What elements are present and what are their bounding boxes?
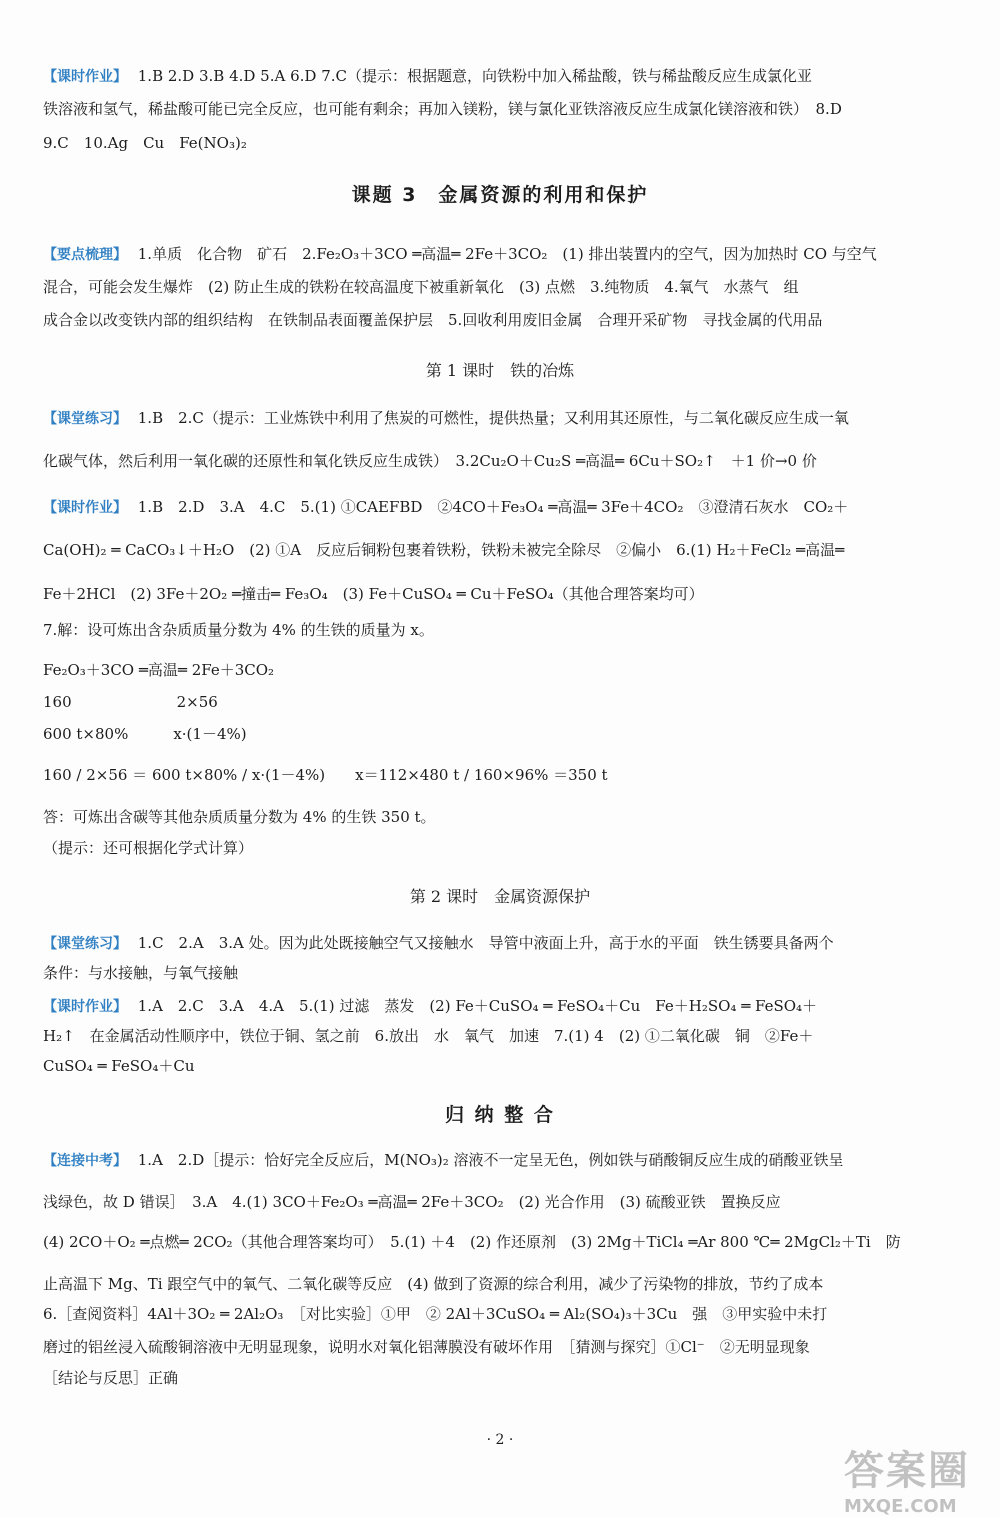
text-line: 【课时作业】 1.B 2.D 3.A 4.C 5.(1) ①CAEFBD ②4CO＋Fe₃O₄ ═高温═ 3Fe＋4CO₂ ③澄清石灰水 CO₂＋ (43, 498, 849, 516)
watermark-url: MXQE.COM (844, 1496, 957, 1517)
text-line: 6.［查阅资料］4Al＋3O₂ ═ 2Al₂O₃ ［对比实验］①甲 ② 2Al＋3CuSO₄ ═ Al₂(SO₄)₃＋3Cu 强 ③甲实验中未打 (43, 1305, 828, 1323)
text-line: (4) 2CO＋O₂ ═点燃═ 2CO₂（其他合理答案均可） 5.(1) ＋4 (2) 作还原剂 (3) 2Mg＋TiCl₄ ═Ar 800 ℃═ 2MgCl₂＋Ti 防 (43, 1233, 901, 1251)
section-tag: 【要点梳理】 (43, 247, 127, 263)
lesson-title: 第 2 课时 金属资源保护 (409, 887, 591, 906)
section-title: 归 纳 整 合 (445, 1104, 555, 1126)
text-line: （提示：还可根据化学式计算） (43, 839, 254, 857)
text-line: 【课时作业】 1.B 2.D 3.B 4.D 5.A 6.D 7.C（提示：根据题意，向铁粉中加入稀盐酸，铁与稀盐酸反应生成氯化亚 (43, 67, 812, 85)
page-number: · 2 · (486, 1432, 514, 1448)
text-line: 【课堂练习】 1.B 2.C（提示：工业炼铁中利用了焦炭的可燃性，提供热量；又利用其还原性，与二氧化碳反应生成一氧 (43, 409, 849, 427)
section-tag: 【课时作业】 (43, 999, 127, 1015)
section-title: 课题 3 金属资源的利用和保护 (351, 184, 649, 206)
text-line: 160 2×56 (43, 693, 218, 711)
equation-line: Fe₂O₃＋3CO ═高温═ 2Fe＋3CO₂ (43, 661, 275, 679)
section-tag: 【课时作业】 (43, 69, 127, 85)
text-line: 答：可炼出含碳等其他杂质质量分数为 4% 的生铁 350 t。 (43, 808, 436, 826)
text-line: CuSO₄ ═ FeSO₄＋Cu (43, 1057, 195, 1075)
equation-line: 160 / 2×56 ＝ 600 t×80% / x·(1－4%) x＝112×480 t / 160×96% ＝350 t (43, 766, 608, 784)
text-line: H₂↑ 在金属活动性顺序中，铁位于铜、氢之前 6.放出 水 氧气 加速 7.(1) 4 (2) ①二氧化碳 铜 ②Fe＋ (43, 1027, 814, 1045)
text-line: 浅绿色，故 D 错误］ 3.A 4.(1) 3CO＋Fe₂O₃ ═高温═ 2Fe＋3CO₂ (2) 光合作用 (3) 硫酸亚铁 置换反应 (43, 1193, 781, 1211)
text-line: ［结论与反思］正确 (43, 1369, 179, 1387)
text-line: 成合金以改变铁内部的组织结构 在铁制品表面覆盖保护层 5.回收利用废旧金属 合理开采矿物 寻找金属的代用品 (43, 311, 823, 329)
text-line: 止高温下 Mg、Ti 跟空气中的氧气、二氧化碳等反应 (4) 做到了资源的综合利用，减少了污染物的排放，节约了成本 (43, 1275, 824, 1293)
text-line: 化碳气体，然后利用一氧化碳的还原性和氧化铁反应生成铁） 3.2Cu₂O＋Cu₂S ═高温═ 6Cu＋SO₂↑ ＋1 价→0 价 (43, 452, 817, 470)
text-line: Ca(OH)₂ ═ CaCO₃↓＋H₂O (2) ①A 反应后铜粉包裹着铁粉，铁粉未被完全除尽 ②偏小 6.(1) H₂＋FeCl₂ ═高温═ (43, 541, 845, 559)
text-line: 铁溶液和氢气，稀盐酸可能已完全反应，也可能有剩余；再加入镁粉，镁与氯化亚铁溶液反应生成氯化镁溶液和铁） 8.D (43, 100, 842, 118)
text-line: 条件：与水接触，与氧气接触 (43, 964, 239, 982)
lesson-title: 第 1 课时 铁的冶炼 (425, 361, 575, 380)
text-line: 7.解：设可炼出含杂质质量分数为 4% 的生铁的质量为 x。 (43, 621, 434, 639)
text-line: 【课堂练习】 1.C 2.A 3.A 处。因为此处既接触空气又接触水 导管中液面上升，高于水的平面 铁生锈要具备两个 (43, 934, 834, 952)
text-line: 【要点梳理】 1.单质 化合物 矿石 2.Fe₂O₃＋3CO ═高温═ 2Fe＋3CO₂ (1) 排出装置内的空气，因为加热时 CO 与空气 (43, 245, 877, 263)
watermark-logo (844, 1439, 994, 1517)
section-tag: 【课堂练习】 (43, 936, 127, 952)
section-tag: 【连接中考】 (43, 1153, 127, 1169)
text-line: 【课时作业】 1.A 2.C 3.A 4.A 5.(1) 过滤 蒸发 (2) Fe＋CuSO₄ ═ FeSO₄＋Cu Fe＋H₂SO₄ ═ FeSO₄＋ (43, 997, 818, 1015)
watermark-text: 答案圈 (844, 1448, 970, 1494)
text-line: 9.C 10.Ag Cu Fe(NO₃)₂ (43, 134, 247, 152)
section-tag: 【课堂练习】 (43, 411, 127, 427)
text-line: 600 t×80% x·(1－4%) (43, 725, 247, 743)
text-line: Fe＋2HCl (2) 3Fe＋2O₂ ═撞击═ Fe₃O₄ (3) Fe＋CuSO₄ ═ Cu＋FeSO₄（其他合理答案均可） (43, 585, 704, 603)
text-line: 磨过的铝丝浸入硫酸铜溶液中无明显现象，说明水对氧化铝薄膜没有破坏作用 ［猜测与探究］①Cl⁻ ②无明显现象 (43, 1338, 810, 1356)
section-tag: 【课时作业】 (43, 500, 127, 516)
text-line: 混合，可能会发生爆炸 (2) 防止生成的铁粉在较高温度下被重新氧化 (3) 点燃 3.纯物质 4.氧气 水蒸气 组 (43, 278, 799, 296)
text-line: 【连接中考】 1.A 2.D［提示：恰好完全反应后，M(NO₃)₂ 溶液不一定呈无色，例如铁与硝酸铜反应生成的硝酸亚铁呈 (43, 1151, 844, 1169)
